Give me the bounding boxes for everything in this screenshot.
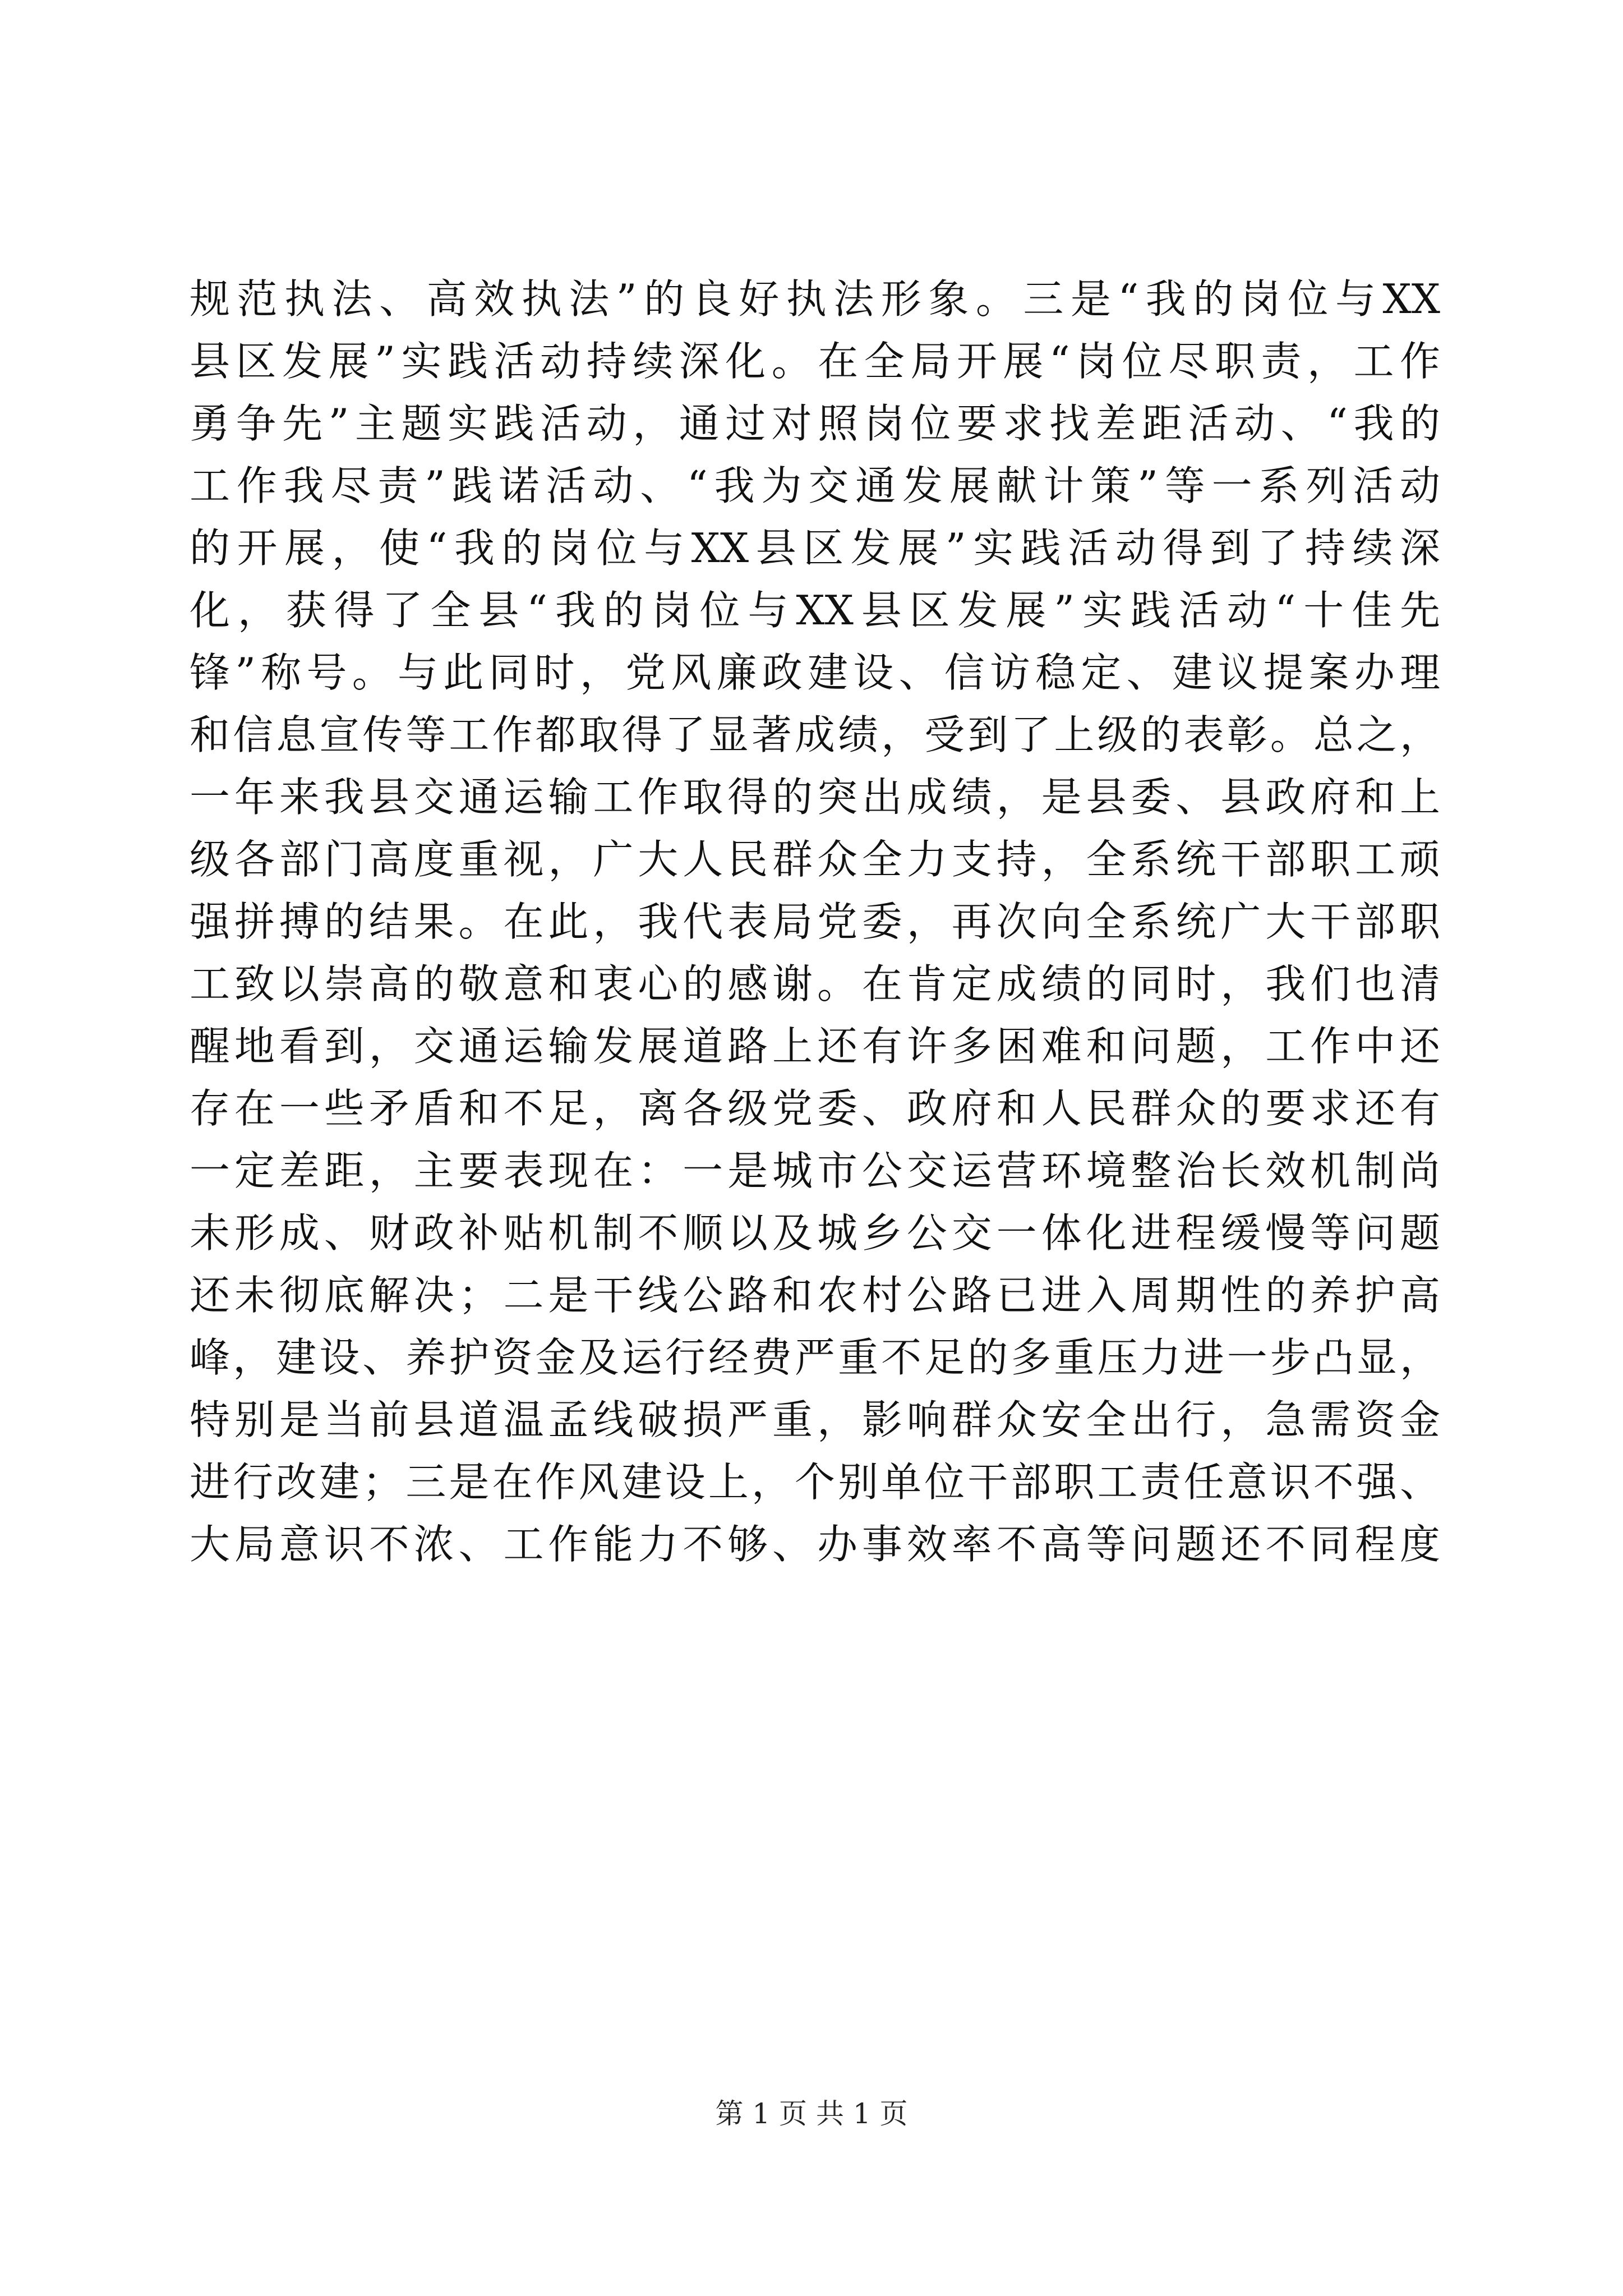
page-footer [0,2097,1623,2131]
text-line: 工作我尽责”践诺活动、“我为交通发展献计策”等一系列活动 [190,462,1440,509]
text-line: 大局意识不浓、工作能力不够、办事效率不高等问题还不同程度 [190,1521,1440,1568]
text-line: 规范执法、高效执法”的良好执法形象。三是“我的岗位与XX [190,275,1440,323]
text-line: 工致以崇高的敬意和衷心的感谢。在肯定成绩的同时，我们也清 [190,960,1440,1007]
text-line: 化，获得了全县“我的岗位与XX县区发展”实践活动“十佳先 [190,587,1440,634]
text-line: 醒地看到，交通运输发展道路上还有许多困难和问题，工作中还 [190,1023,1440,1070]
text-line: 还未彻底解决；二是干线公路和农村公路已进入周期性的养护高 [190,1272,1440,1319]
text-line: 强拼搏的结果。在此，我代表局党委，再次向全系统广大干部职 [190,898,1440,945]
text-line: 和信息宣传等工作都取得了显著成绩，受到了上级的表彰。总之， [190,711,1440,758]
text-line: 的开展，使“我的岗位与XX县区发展”实践活动得到了持续深 [190,524,1440,572]
text-line: 一年来我县交通运输工作取得的突出成绩，是县委、县政府和上 [190,774,1440,821]
text-line: 一定差距，主要表现在：一是城市公交运营环境整治长效机制尚 [190,1147,1440,1194]
body-text [190,268,1440,1576]
text-line: 级各部门高度重视，广大人民群众全力支持，全系统干部职工顽 [190,836,1440,883]
text-line: 进行改建；三是在作风建设上，个别单位干部职工责任意识不强、 [190,1458,1440,1506]
text-line: 锋”称号。与此同时，党风廉政建设、信访稳定、建议提案办理 [190,649,1440,696]
text-line: 存在一些矛盾和不足，离各级党委、政府和人民群众的要求还有 [190,1085,1440,1132]
page-number-label: 第 1 页 共 1 页 [715,2097,908,2130]
text-line: 未形成、财政补贴机制不顺以及城乡公交一体化进程缓慢等问题 [190,1209,1440,1257]
text-line: 勇争先”主题实践活动，通过对照岗位要求找差距活动、“我的 [190,400,1440,447]
text-line: 县区发展”实践活动持续深化。在全局开展“岗位尽职责，工作 [190,338,1440,385]
text-line: 峰，建设、养护资金及运行经费严重不足的多重压力进一步凸显， [190,1334,1440,1381]
text-line: 特别是当前县道温孟线破损严重，影响群众安全出行，急需资金 [190,1396,1440,1443]
